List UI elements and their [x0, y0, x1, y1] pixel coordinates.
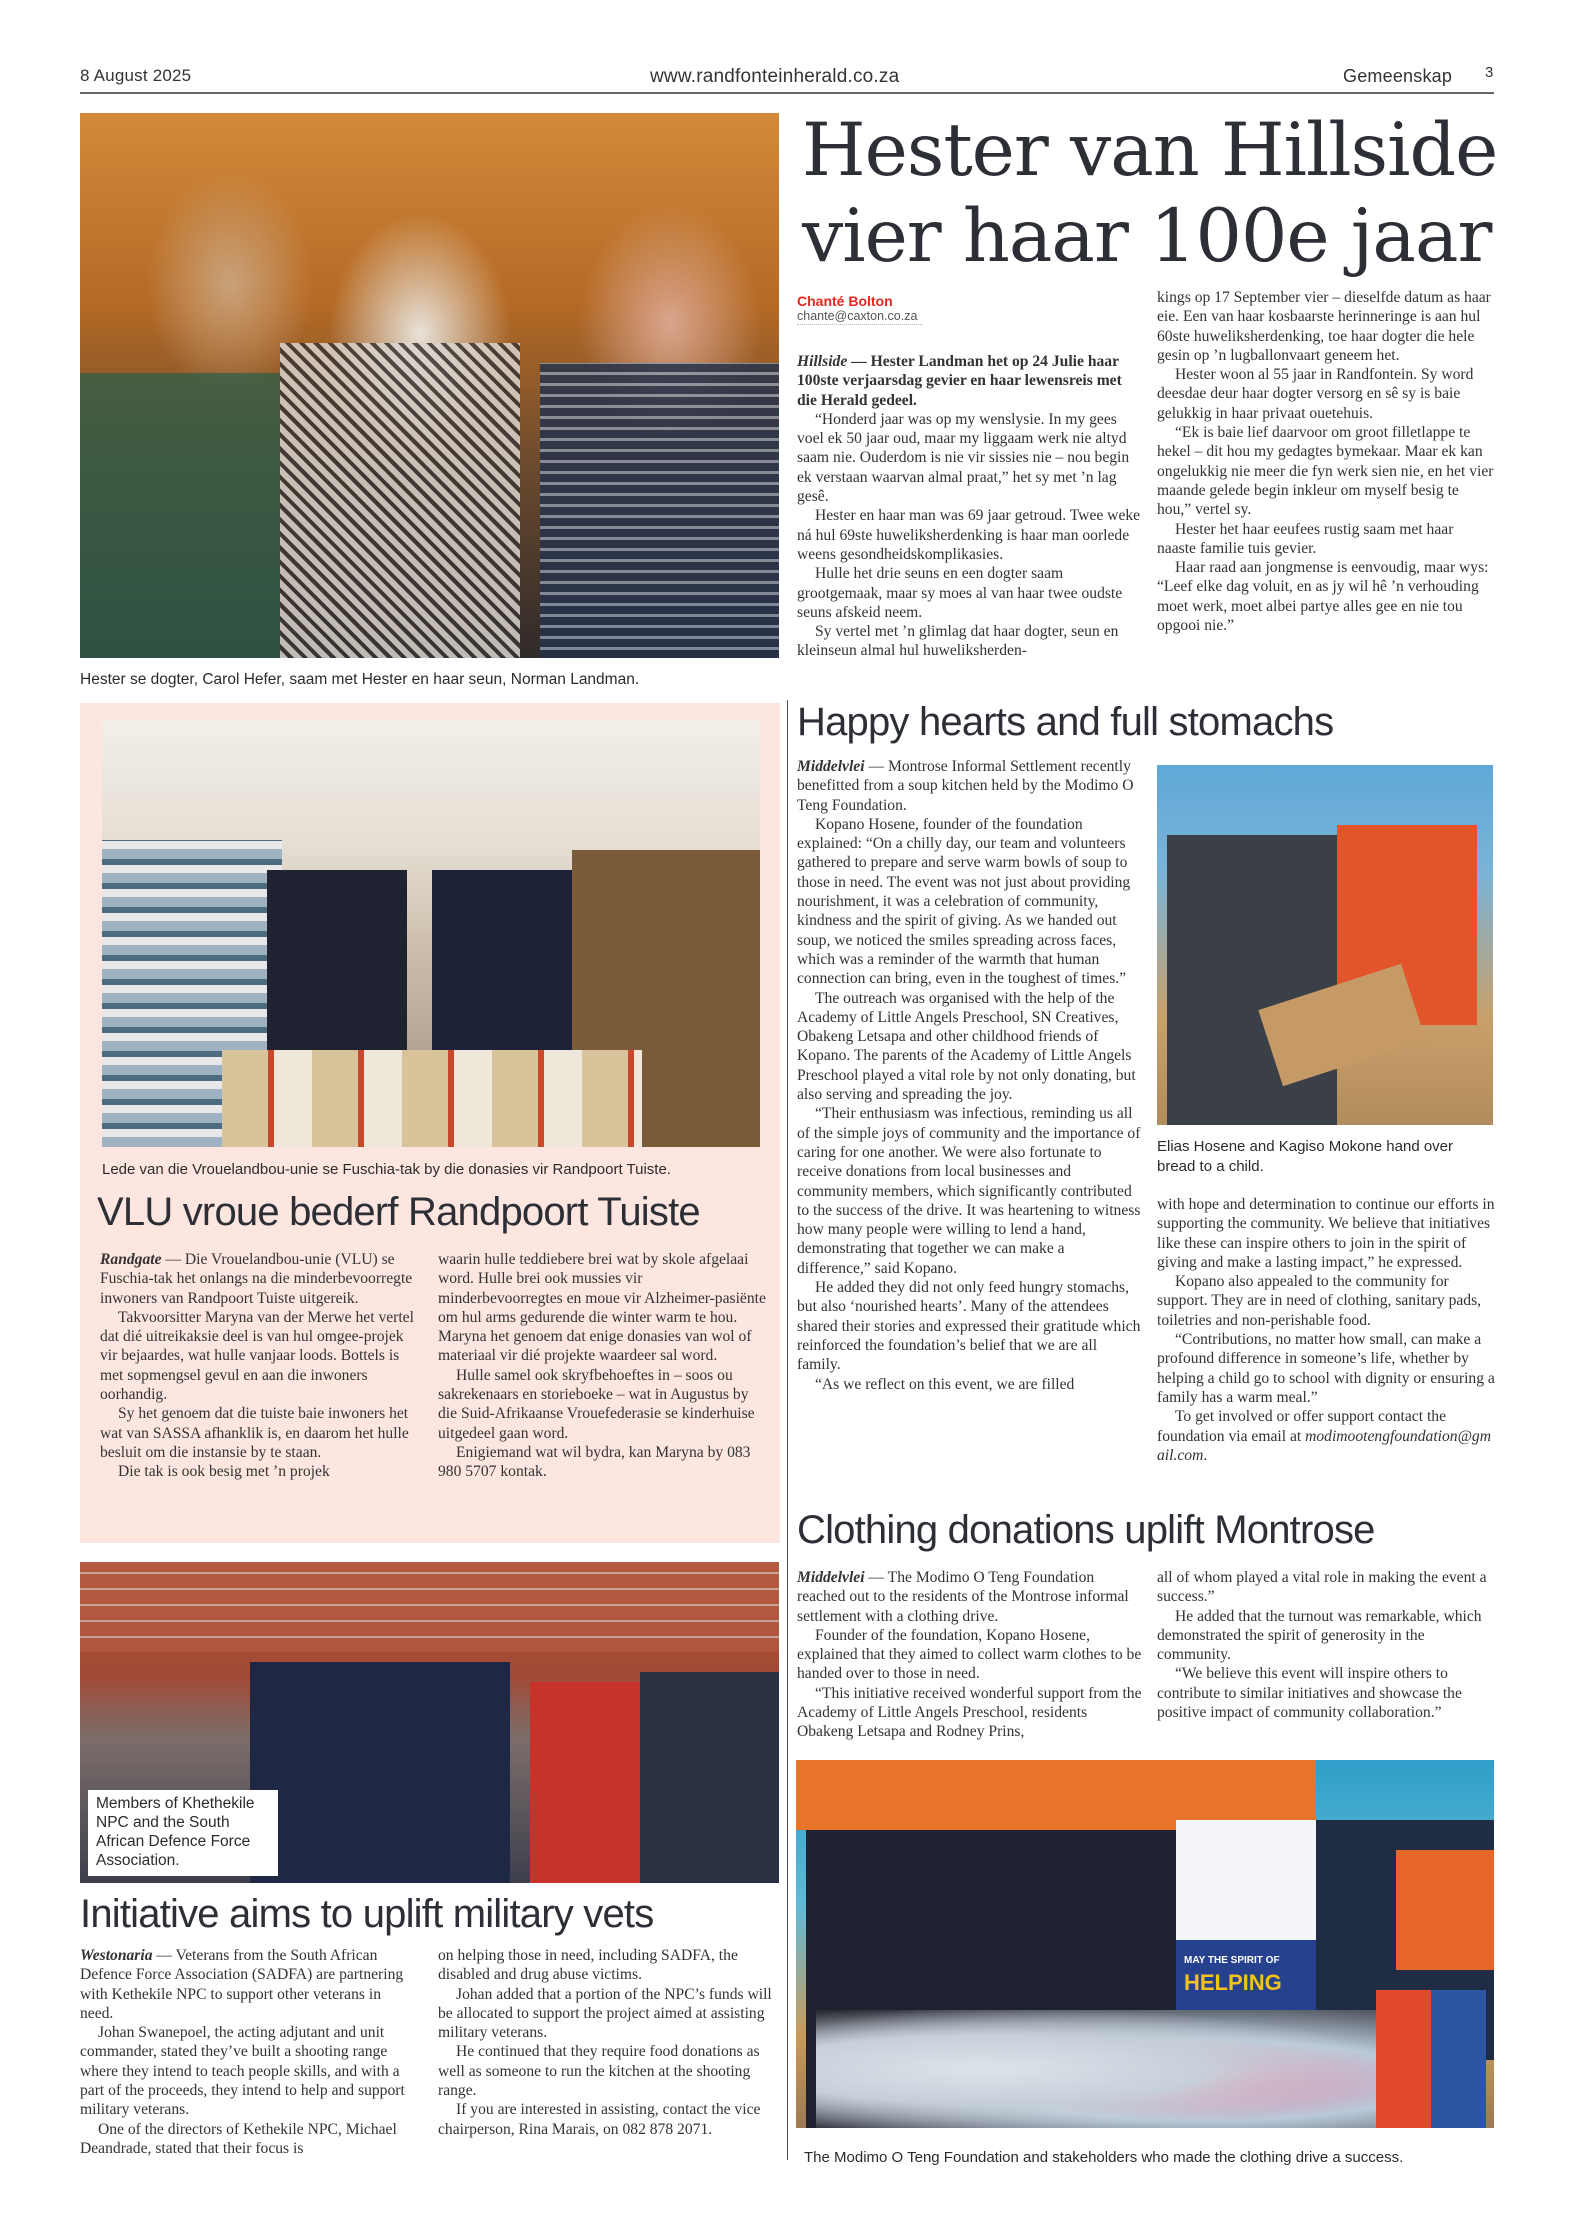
- paragraph: on helping those in need, including SADFA, the disabled and drug abuse victims.: [438, 1947, 738, 1984]
- hester-lead-paragraph: [797, 352, 1143, 410]
- paragraph: Kopano Hosene, founder of the foundation explained: “On a chilly day, our team and volunteers gathered to prepare and serve warm bowls of soup to those in need. The event was not just about providing nourishment, it was a celebration of community, kindness and the spirit of giving. As we handed out soup, we noticed the smiles spreading across faces, which was a reminder of the warmth that human connection can bring, even in the toughest of times.”: [797, 815, 1131, 988]
- brick-wall-shape: [80, 1562, 779, 1652]
- soup-headline: Happy hearts and full stomachs: [797, 700, 1334, 744]
- paragraph: “We believe this event will inspire others to contribute to similar initiatives and showcase the positive impact of community collaboration.”: [1157, 1665, 1462, 1722]
- paragraph: He added that the turnout was remarkable, which demonstrated the spirit of generosity in the community.: [1157, 1607, 1482, 1664]
- lead-text: — Hester Landman het op 24 Julie haar 100ste verjaarsdag gevier en haar lewensreis met die Herald gedeel.: [797, 353, 1122, 409]
- byline-email[interactable]: chante@caxton.co.za: [797, 309, 918, 323]
- paragraph: Hester en haar man was 69 jaar getroud. Twee weke ná hul 69ste huweliksherdenking is haar man oorlede weens gesondheidskomplikasies.: [797, 507, 1141, 563]
- paragraph: Enigiemand wat wil bydra, kan Maryna by 083 980 5707 kontak.: [438, 1443, 751, 1481]
- soup-col2: [1157, 1195, 1497, 1465]
- section-name: Gemeenskap: [1343, 66, 1453, 86]
- paragraph: kings op 17 September vier – dieselfde datum as haar eie. Een van haar kosbaarste herinneringe is aan hul 60ste huweliksherdenking, toe haar dogter die hele gesin op ’n lugballonvaart geneem het.: [1157, 289, 1491, 364]
- page-number: 3: [1485, 64, 1494, 81]
- vlu-photo: [102, 720, 760, 1147]
- military-photo-caption: Members of Khethekile NPC and the South African Defence Force Association.: [88, 1790, 278, 1876]
- paragraph: waarin hulle teddiebere brei wat by skole afgelaai word. Hulle brei ook mussies vir minderbevoorregtes en moue vir Alzheimer-pasiënte om hul arms gedurende die winter warm te hou. Maryna het genoem dat enige donasies van wol of materiaal vir dié projekte waardeer sal word.: [438, 1251, 766, 1365]
- clothing-col1: [797, 1568, 1142, 1742]
- red-blue-hoodie-shape: [1376, 1990, 1486, 2128]
- dateline: Westonaria: [80, 1947, 153, 1964]
- banner-text-large: HELPING: [1184, 1970, 1282, 1995]
- contact-email-link[interactable]: modimootengfoundation@gmail.com: [1157, 1427, 1491, 1464]
- paragraph: all of whom played a vital role in making the event a success.”: [1157, 1569, 1487, 1606]
- lead-text: — Die Vrouelandbou-unie (VLU) se Fuschia-tak het onlangs na die minderbevoorregte inwoners van Randpoort Tuiste uitgereik.: [100, 1251, 413, 1307]
- dateline: Randgate: [100, 1251, 162, 1268]
- soup-col1: [797, 757, 1142, 1394]
- punctuation: .: [1203, 1446, 1208, 1464]
- paragraph: He added they did not only feed hungry stomachs, but also ‘nourished hearts’. Many of the attendees shared their stories and expressed their gratitude which reinforced the foundation’s belief that we are all family.: [797, 1279, 1141, 1374]
- hester-headline-line2: vier haar 100e jaar: [802, 194, 1492, 279]
- paragraph: “As we reflect on this event, we are filled: [815, 1375, 1075, 1393]
- dark-hoodie-shape: [640, 1672, 779, 1883]
- paragraph: If you are interested in assisting, contact the vice chairperson, Rina Marais, on 082 878 2071.: [438, 2101, 761, 2138]
- paragraph: Hulle het drie seuns en een dogter saam grootgemaak, maar sy moes al van haar twee oudste seuns afskeid neem.: [797, 565, 1123, 621]
- paragraph: Sy vertel met ’n glimlag dat haar dogter, seun en kleinseun almal hul huweliksherden-: [797, 623, 1119, 660]
- hester-photo-caption: Hester se dogter, Carol Hefer, saam met Hester en haar seun, Norman Landman.: [80, 671, 640, 688]
- website-url[interactable]: www.randfonteinherald.co.za: [650, 66, 900, 87]
- dateline: Middelvlei: [797, 1569, 865, 1586]
- clothing-bags-shape: [816, 2010, 1376, 2128]
- paragraph: Sy het genoem dat die tuiste baie inwoners het wat van SASSA afhanklik is, en daarom het hulle besluit om die instansie by te staan.: [100, 1405, 409, 1461]
- vlu-lead-paragraph: [100, 1250, 420, 1308]
- hester-headline-line1: Hester van Hillside: [802, 108, 1498, 193]
- paragraph: Takvoorsitter Maryna van der Merwe het vertel dat dié uitreikaksie deel is van hul omgee-projek vir bejaardes, wat hulle vanjaar loods. Bottels is met sopmengsel gevul en aan die inwoners oorhandig.: [100, 1308, 414, 1404]
- paragraph: Founder of the foundation, Kopano Hosene, explained that they aimed to collect warm clothes to be handed over to those in need.: [797, 1626, 1142, 1683]
- paragraph: “Their enthusiasm was infectious, reminding us all of the simple joys of community and the importance of caring for one another. We were also fortunate to receive donations from local businesses and community members, which significantly contributed to the success of the drive. It was heartening to witness how many people were willing to lend a hand, demonstrating that together we can make a difference,” said Kopano.: [797, 1105, 1141, 1277]
- clothing-headline: Clothing donations uplift Montrose: [797, 1508, 1375, 1552]
- military-lead-paragraph: [80, 1946, 414, 2023]
- grey-hoodie-shape: [1167, 835, 1337, 1125]
- dateline: Middelvlei: [797, 758, 865, 775]
- paragraph: Johan Swanepoel, the acting adjutant and unit commander, stated they’ve built a shooting range where they intend to teach people skills, and with a part of the proceeds, they intend to help and support military veterans.: [80, 2024, 405, 2119]
- banner-text: MAY THE SPIRIT OF: [1184, 1955, 1280, 1966]
- vlu-headline: VLU vroue bederf Randpoort Tuiste: [97, 1190, 700, 1234]
- red-shirt-shape: [530, 1682, 640, 1883]
- paragraph: He continued that they require food donations as well as someone to run the kitchen at the shooting range.: [438, 2043, 760, 2100]
- paragraph: One of the directors of Kethekile NPC, Michael Deandrade, stated that their focus is: [80, 2120, 397, 2157]
- vlu-col2: [438, 1250, 768, 1482]
- clothing-photo-caption: The Modimo O Teng Foundation and stakeholders who made the clothing drive a success.: [804, 2149, 1404, 2166]
- lead-text: — Veterans from the South African Defence Force Association (SADFA) are partnering with Kethekile NPC to support other veterans in need.: [80, 1947, 404, 2022]
- blazer-group-shape: [250, 1662, 510, 1883]
- paragraph: “Contributions, no matter how small, can make a profound difference in someone’s life, whether by helping a child go to school with dignity or ensuring a family has a warm meal.”: [1157, 1331, 1495, 1406]
- vlu-col1: [100, 1250, 420, 1482]
- hester-col2: [1157, 288, 1495, 635]
- soup-lead-paragraph: [797, 757, 1142, 815]
- paragraph: Hulle samel ook skryfbehoeftes in – soos ou sakrekenaars en storieboeke – wat in Augustus by die Suid-Afrikaanse Vrouefederasie se kinderhuise uitgedeel gaan word.: [438, 1366, 755, 1442]
- lead-text: — The Modimo O Teng Foundation reached out to the residents of the Montrose informal settlement with a clothing drive.: [797, 1569, 1129, 1625]
- byline-divider: [797, 323, 923, 325]
- contact-paragraph: [1157, 1407, 1497, 1465]
- clothing-lead-paragraph: [797, 1568, 1142, 1626]
- issue-date: 8 August 2025: [80, 66, 192, 85]
- paragraph: with hope and determination to continue our efforts in supporting the community. We believe that initiatives like these can inspire others to join in the spirit of giving and make a lasting impact,” he expressed.: [1157, 1196, 1495, 1271]
- military-col2: [438, 1946, 778, 2139]
- header-rule: [80, 92, 1494, 94]
- clothing-col2: [1157, 1568, 1497, 1722]
- military-col1: [80, 1946, 414, 2158]
- paragraph: “This initiative received wonderful support from the Academy of Little Angels Preschool, residents Obakeng Letsapa and Rodney Prins,: [797, 1684, 1142, 1741]
- paragraph: “Honderd jaar was op my wenslysie. In my gees voel ek 50 jaar oud, maar my liggaam werk nie altyd saam nie. Ouderdom is nie vir sissies nie – nou begin ek verstaan waarvan almal praat,” het sy met ’n lag gesê.: [797, 410, 1130, 506]
- paragraph: Haar raad aan jongmense is eenvoudig, maar wys: “Leef elke dag voluit, en as jy wil hê ’n verhouding moet werk, moet albei partye alles gee en nie tou opgooi nie.”: [1157, 559, 1489, 635]
- column-rule: [787, 700, 788, 2160]
- military-headline: Initiative aims to uplift military vets: [80, 1892, 654, 1936]
- soup-photo: [1157, 765, 1493, 1125]
- soup-jars-shape: [222, 1050, 642, 1147]
- lead-text: — Montrose Informal Settlement recently benefitted from a soup kitchen held by the Modimo O Teng Foundation.: [797, 758, 1134, 814]
- hester-byline: [797, 293, 923, 325]
- paragraph: Johan added that a portion of the NPC’s funds will be allocated to support the project aimed at assisting military veterans.: [438, 1985, 772, 2042]
- soup-photo-caption: Elias Hosene and Kagiso Mokone hand over bread to a child.: [1157, 1138, 1454, 1175]
- hester-headline: [802, 108, 1522, 280]
- green-cardigan-shape: [80, 373, 280, 658]
- paragraph: “Ek is baie lief daarvoor om groot filletlappe te hekel – dit hou my gedagtes bymekaar. Maar ek kan ongelukkig nie meer die fyn werk sien nie, en het vier maande gelede begin inkleur om myself besig te hou,” vertel sy.: [1157, 424, 1494, 519]
- contact-text: To get involved or offer support contact the foundation via email at: [1157, 1408, 1447, 1445]
- dark-jacket-shape: [267, 870, 407, 1070]
- orange-sweater-shape: [1396, 1850, 1494, 1970]
- plaid-shirt-shape: [540, 363, 779, 658]
- paragraph: Die tak is ook besig met ’n projek: [118, 1463, 330, 1481]
- paragraph: Kopano also appealed to the community for support. They are in need of clothing, sanitary pads, toiletries and non-perishable food.: [1157, 1273, 1482, 1329]
- paragraph: Hester woon al 55 jaar in Randfontein. Sy word deesdae deur haar dogter versorg en sê sy is baie gelukkig in haar privaat ouetehuis.: [1157, 366, 1474, 422]
- paragraph: Hester het haar eeufees rustig saam met haar naaste familie tuis gevier.: [1157, 520, 1454, 557]
- patterned-dress-shape: [280, 343, 520, 658]
- byline-author: Chanté Bolton: [797, 293, 893, 309]
- hester-col1: [797, 352, 1143, 661]
- clothing-photo: [796, 1760, 1494, 2128]
- paragraph: The outreach was organised with the help of the Academy of Little Angels Preschool, SN Creatives, Obakeng Letsapa and other childhood friends of Kopano. The parents of the Academy of Little Angels Preschool played a vital role by not only donating, but also serving and spreading the joy.: [797, 989, 1136, 1104]
- vlu-photo-caption: Lede van die Vrouelandbou-unie se Fuschia-tak by die donasies vir Randpoort Tuiste.: [102, 1161, 671, 1178]
- hester-photo: [80, 113, 779, 658]
- dateline: Hillside: [797, 353, 848, 370]
